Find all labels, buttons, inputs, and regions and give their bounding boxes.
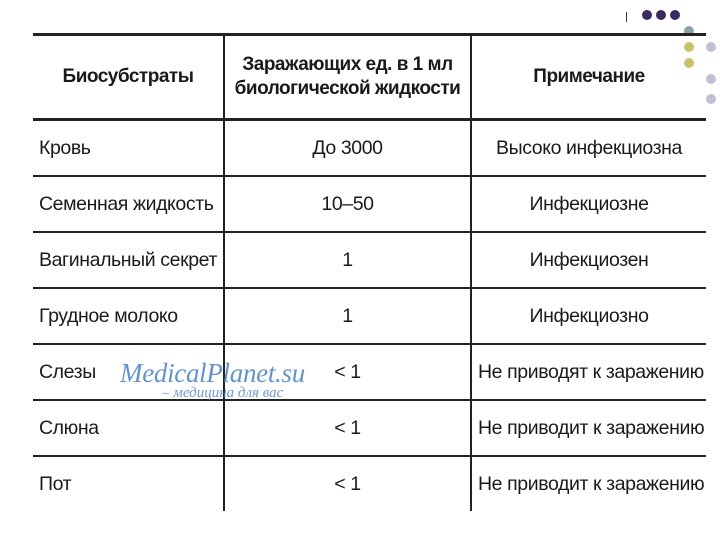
slide-divider-tick (626, 12, 627, 22)
header-units-line1: Заражающих ед. в 1 мл (242, 54, 453, 76)
table-row (33, 400, 706, 456)
cell-substrate: Слюна (33, 400, 224, 456)
table-header-row (33, 35, 706, 120)
table-row (33, 232, 706, 288)
infectivity-table (33, 33, 706, 511)
header-infectious-units (224, 35, 471, 120)
cell-note: Не приводят к заражению (471, 344, 706, 400)
table-row (33, 456, 706, 511)
cell-substrate: Вагинальный секрет (33, 232, 224, 288)
cell-units: До 3000 (224, 120, 471, 177)
decor-dot (706, 74, 716, 84)
decor-dot (706, 94, 716, 104)
cell-units: < 1 (224, 400, 471, 456)
header-units-line2: биологической жидкости (234, 78, 461, 99)
cell-note: Не приводит к заражению (478, 472, 705, 495)
watermark-sub-text: – медицина для вас (162, 385, 284, 401)
cell-units: 1 (224, 288, 471, 344)
cell-substrate: Слезы (33, 344, 224, 400)
table-row (33, 176, 706, 232)
cell-note: Инфекциозен (471, 232, 706, 288)
cell-substrate: Грудное молоко (33, 288, 224, 344)
cell-note: Не приводит к заражению (471, 400, 706, 456)
cell-units: 1 (224, 232, 471, 288)
cell-units: 10–50 (224, 176, 471, 232)
table-row (33, 344, 706, 400)
watermark-main-text: MedicalPlanet.su (120, 358, 305, 388)
decor-dot (670, 10, 680, 20)
cell-note: Высоко инфекциозна (471, 120, 706, 177)
table-row (33, 288, 706, 344)
cell-substrate: Пот (33, 456, 224, 511)
decor-dot (706, 42, 716, 52)
decor-dot (656, 10, 666, 20)
cell-substrate: Кровь (33, 120, 224, 177)
cell-note: Инфекциозне (471, 176, 706, 232)
infectivity-table-container (33, 33, 705, 495)
header-substrate: Биосубстраты (33, 35, 224, 120)
cell-substrate: Семенная жидкость (33, 176, 224, 232)
header-note: Примечание (471, 35, 706, 120)
cell-units: < 1 (224, 344, 471, 400)
cell-note: Инфекциозно (471, 288, 706, 344)
cell-units: < 1 (224, 456, 471, 511)
decor-dot (642, 10, 652, 20)
table-row (33, 120, 706, 177)
